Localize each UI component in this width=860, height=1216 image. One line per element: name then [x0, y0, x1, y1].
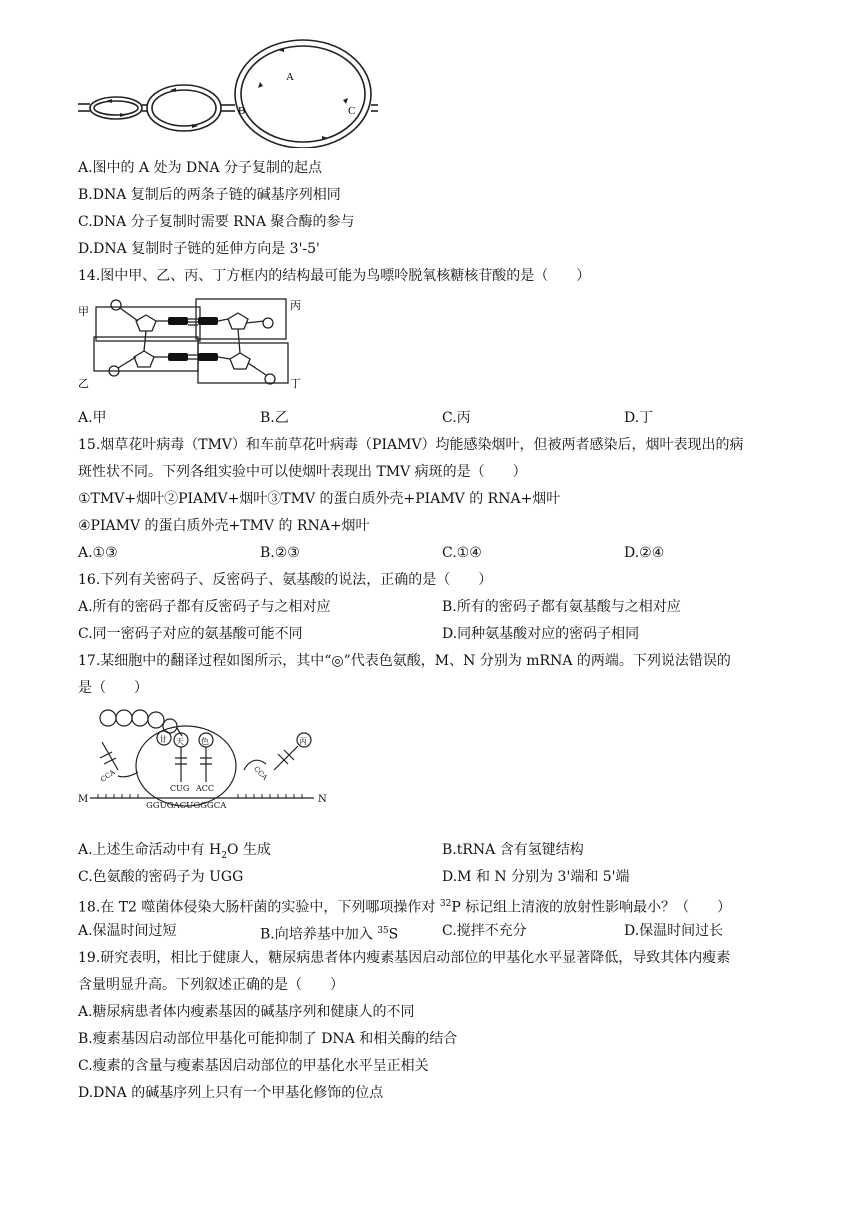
q18-stem-text: 18.在 T2 噬菌体侵染大肠杆菌的实验中，下列哪项操作对: [78, 899, 440, 916]
label-gan: 甘: [159, 735, 167, 744]
q14-option-c: C.丙: [442, 410, 471, 426]
label-ding: 丁: [290, 377, 301, 390]
label-bing: 丙: [299, 737, 307, 746]
q18-option-b-text-end: S: [388, 926, 399, 943]
q15-option-a: A.①③: [78, 545, 118, 561]
q18-option-a: A.保温时间过短: [78, 923, 177, 939]
q14-option-d: D.丁: [624, 410, 654, 426]
label-tian: 天: [176, 737, 184, 746]
q16-option-b: B.所有的密码子都有氨基酸与之相对应: [442, 599, 681, 615]
label-mrna: GGUGACUGGGCA: [146, 801, 227, 810]
q14-stem: 14.图中甲、乙、丙、丁方框内的结构最可能为鸟嘌呤脱氧核糖核苷酸的是（ ）: [78, 268, 591, 284]
q15-option-c: C.①④: [442, 545, 482, 561]
label-cca-right: CCA: [252, 764, 269, 782]
q16-option-a: A.所有的密码子都有反密码子与之相对应: [78, 599, 331, 615]
q13-option-c: C.DNA 分子复制时需要 RNA 聚合酶的参与: [78, 214, 355, 230]
q15-option-d: D.②④: [624, 545, 665, 561]
q17-option-d: D.M 和 N 分别为 3'端和 5'端: [442, 869, 630, 885]
q18-option-b: [260, 921, 398, 945]
label-yi: 乙: [78, 377, 89, 390]
q13-option-a: A.图中的 A 处为 DNA 分子复制的起点: [78, 160, 323, 176]
q18-option-b-sup: 35: [377, 926, 389, 936]
q17-option-a-text-end: O 生成: [226, 842, 271, 858]
label-m: M: [78, 794, 89, 805]
q17-option-a-sub: 2: [221, 850, 227, 861]
q18-stem-sup: 32: [439, 899, 452, 909]
q18-stem: [78, 894, 731, 918]
q16-option-d: D.同种氨基酸对应的密码子相同: [442, 626, 640, 642]
q15-stem-line1: 15.烟草花叶病毒（TMV）和车前草花叶病毒（PIAMV）均能感染烟叶，但被两者感染后，烟叶表现出的病: [78, 437, 744, 453]
label-a: A: [286, 71, 294, 83]
q17-option-a: [78, 840, 271, 866]
q19-option-c: C.瘦素的含量与瘦素基因启动部位的甲基化水平呈正相关: [78, 1058, 429, 1074]
q15-stem-line2: 斑性状不同。下列各组实验中可以使烟叶表现出 TMV 病斑的是（ ）: [78, 464, 527, 480]
label-b: B: [238, 105, 246, 117]
q17-option-a-text: A.上述生命活动中有 H: [78, 842, 222, 858]
label-n: N: [318, 794, 327, 805]
q16-stem: 16.下列有关密码子、反密码子、氨基酸的说法，正确的是（ ）: [78, 572, 493, 588]
q14-option-b: B.乙: [260, 410, 289, 426]
label-se: 色: [201, 737, 209, 746]
label-bing: 丙: [290, 299, 301, 312]
label-c: C: [348, 105, 356, 117]
q16-option-c: C.同一密码子对应的氨基酸可能不同: [78, 626, 303, 642]
q18-stem-text-end: P 标记组上清液的放射性影响最小？（ ）: [451, 899, 732, 916]
q18-option-c: C.搅拌不充分: [442, 923, 527, 939]
label-anticodon-1: CUG: [170, 784, 190, 793]
q18-option-d: D.保温时间过长: [624, 923, 724, 939]
q17-option-c: C.色氨酸的密码子为 UGG: [78, 869, 244, 885]
q13-option-b: B.DNA 复制后的两条子链的碱基序列相同: [78, 187, 341, 203]
q13-option-d: D.DNA 复制时子链的延伸方向是 3'-5': [78, 241, 320, 257]
q15-items-line2: ④PIAMV 的蛋白质外壳+TMV 的 RNA+烟叶: [78, 518, 370, 534]
translation-diagram: [78, 706, 338, 810]
dna-replication-diagram: [78, 8, 378, 148]
q19-stem-line2: 含量明显升高。下列叙述正确的是（ ）: [78, 977, 344, 993]
q17-option-b: B.tRNA 含有氢键结构: [442, 842, 584, 858]
label-jia: 甲: [78, 305, 89, 318]
q19-stem-line1: 19.研究表明，相比于健康人，糖尿病患者体内瘦素基因启动部位的甲基化水平显著降低，导致其体内瘦素: [78, 950, 731, 966]
q19-option-b: B.瘦素基因启动部位甲基化可能抑制了 DNA 和相关酶的结合: [78, 1031, 458, 1047]
q18-option-b-text: B.向培养基中加入: [260, 926, 378, 943]
q17-stem-line2: 是（ ）: [78, 680, 148, 696]
q19-option-d: D.DNA 的碱基序列上只有一个甲基化修饰的位点: [78, 1085, 384, 1101]
nucleotide-diagram: [78, 293, 318, 399]
label-anticodon-2: ACC: [196, 784, 215, 793]
q15-option-b: B.②③: [260, 545, 300, 561]
q19-option-a: A.糖尿病患者体内瘦素基因的碱基序列和健康人的不同: [78, 1004, 415, 1020]
q15-items-line1: ①TMV+烟叶②PIAMV+烟叶③TMV 的蛋白质外壳+PIAMV 的 RNA+烟叶: [78, 491, 561, 507]
q17-stem-line1: 17.某细胞中的翻译过程如图所示，其中“◎”代表色氨酸，M、N 分别为 mRNA 的两端。下列说法错误的: [78, 653, 731, 669]
label-cca-left: CCA: [99, 768, 117, 784]
q14-option-a: A.甲: [78, 410, 107, 426]
